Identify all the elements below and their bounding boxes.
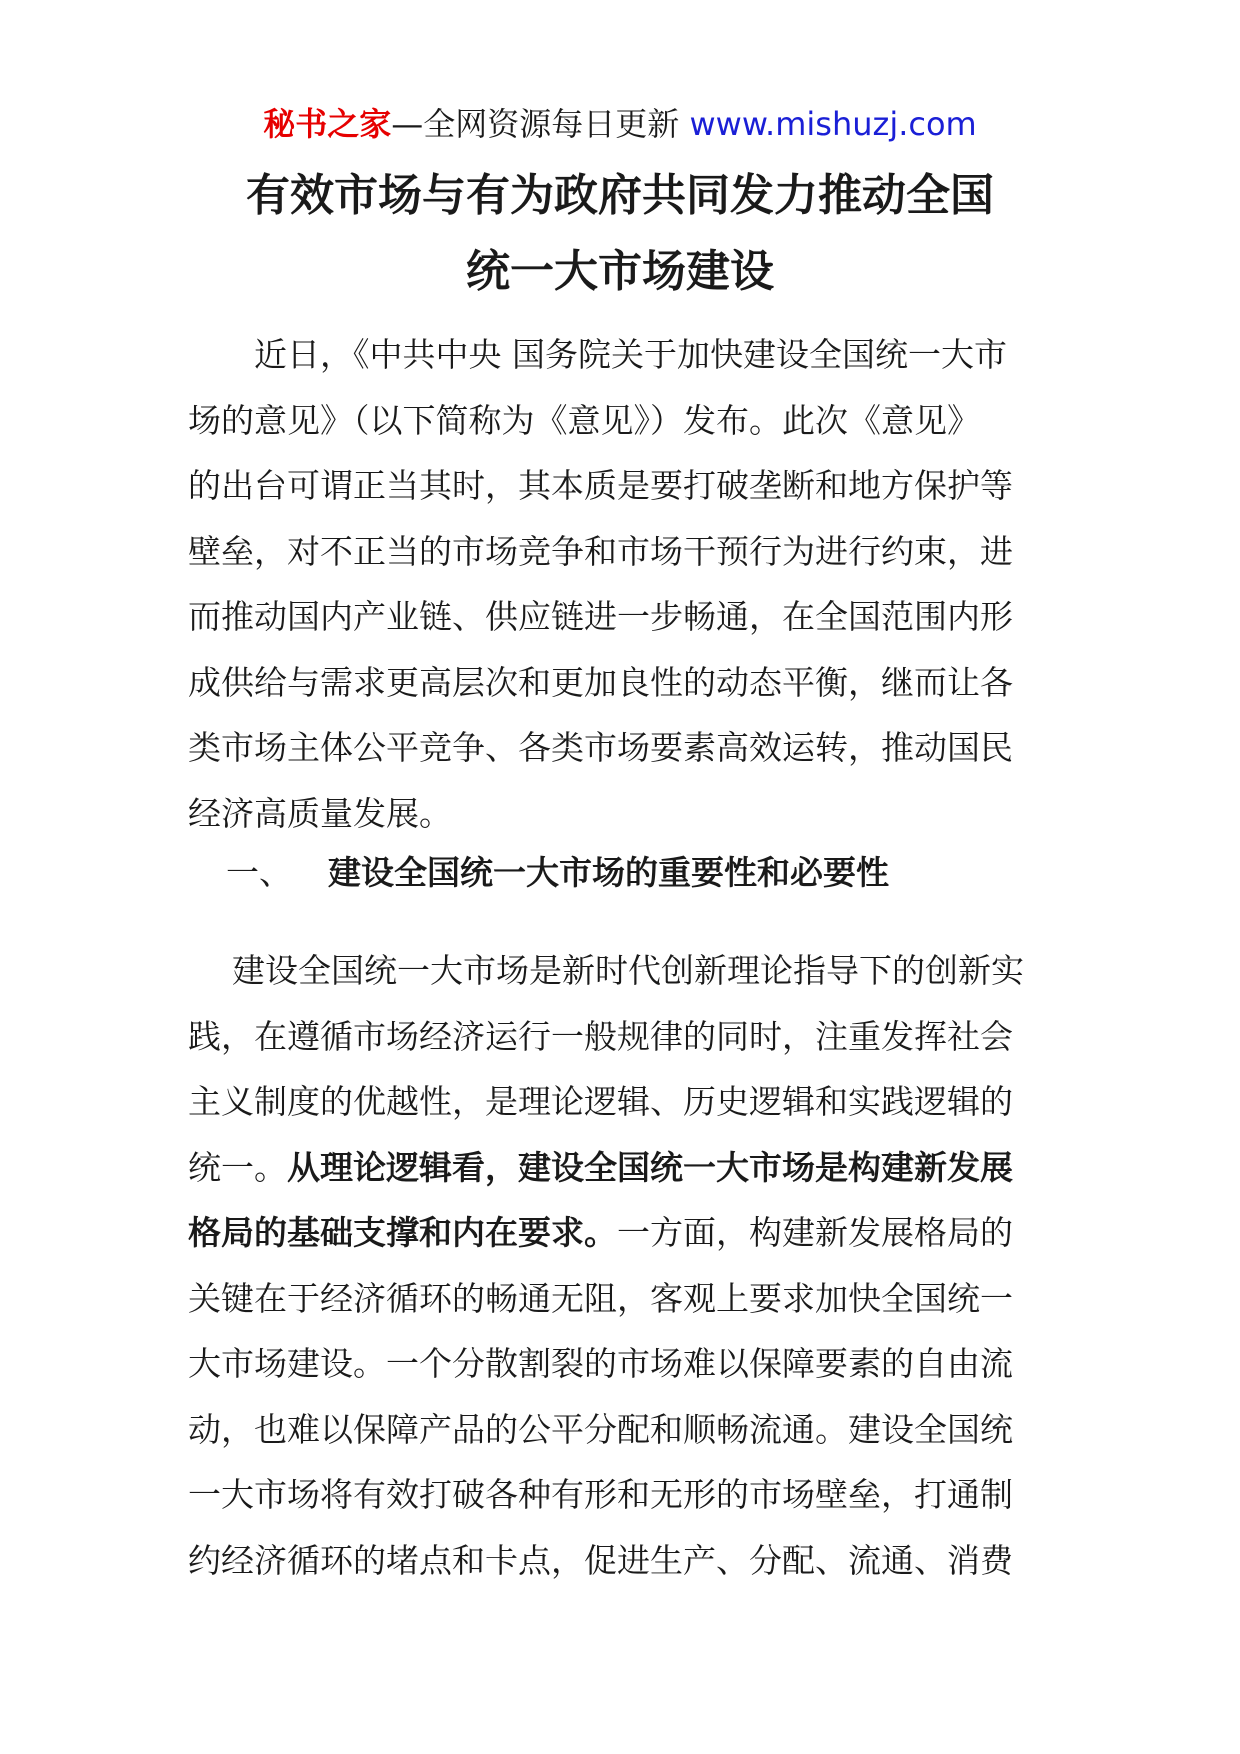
paragraph-line xyxy=(188,1135,1058,1201)
paragraph-line: 大市场建设。一个分散割裂的市场难以保障要素的自由流 xyxy=(188,1344,1013,1383)
intro-line: 而推动国内产业链、供应链进一步畅通，在全国范围内形 xyxy=(188,597,1013,636)
emphasis-text: 从理论逻辑看，建设全国统一大市场是构建新发展 xyxy=(287,1147,1013,1187)
intro-paragraph xyxy=(188,322,1058,846)
site-header xyxy=(0,102,1240,146)
paragraph-line: 约经济循环的堵点和卡点，促进生产、分配、流通、消费 xyxy=(188,1540,1013,1580)
plain-text: 一方面，构建新发展格局的 xyxy=(617,1213,1013,1252)
intro-line: 成供给与需求更高层次和更加良性的动态平衡，继而让各 xyxy=(188,662,1013,702)
site-url-link[interactable]: www.mishuzj.com xyxy=(689,105,977,143)
section-heading-text: 建设全国统一大市场的重要性和必要性 xyxy=(328,853,889,892)
title-line-2: 统一大市场建设 xyxy=(466,246,774,297)
site-slogan: —全网资源每日更新 xyxy=(391,105,690,143)
intro-line: 类市场主体公平竞争、各类市场要素高效运转，推动国民 xyxy=(188,728,1013,767)
section-heading xyxy=(226,848,889,898)
paragraph-line: 主义制度的优越性，是理论逻辑、历史逻辑和实践逻辑的 xyxy=(188,1082,1013,1121)
intro-line: 经济高质量发展。 xyxy=(188,793,452,833)
paragraph-line: 动，也难以保障产品的公平分配和顺畅流通。建设全国统 xyxy=(188,1409,1013,1449)
intro-line: 壁垒，对不正当的市场竞争和市场干预行为进行约束，进 xyxy=(188,531,1013,571)
intro-line: 近日，《中共中央 国务院关于加快建设全国统一大市 xyxy=(254,335,1007,374)
emphasis-text: 格局的基础支撑和内在要求。 xyxy=(188,1213,617,1252)
paragraph-line: 践，在遵循市场经济运行一般规律的同时，注重发挥社会 xyxy=(188,1016,1013,1056)
paragraph-line: 建设全国统一大市场是新时代创新理论指导下的创新实 xyxy=(232,951,1024,990)
plain-text: 统一。 xyxy=(188,1147,287,1187)
paragraph-line: 一大市场将有效打破各种有形和无形的市场壁垒，打通制 xyxy=(188,1475,1013,1514)
brand-name: 秘书之家 xyxy=(263,105,392,143)
title-line-1: 有效市场与有为政府共同发力推动全国 xyxy=(246,170,994,221)
section-number: 一、 xyxy=(226,853,292,892)
main-paragraph xyxy=(188,938,1058,1593)
paragraph-line: 关键在于经济循环的畅通无阻，客观上要求加快全国统一 xyxy=(188,1278,1013,1318)
document-title xyxy=(170,158,1070,310)
intro-line: 的出台可谓正当其时，其本质是要打破垄断和地方保护等 xyxy=(188,466,1013,505)
paragraph-line xyxy=(188,1200,1058,1266)
intro-line: 场的意见》（以下简称为《意见》）发布。此次《意见》 xyxy=(188,400,980,440)
